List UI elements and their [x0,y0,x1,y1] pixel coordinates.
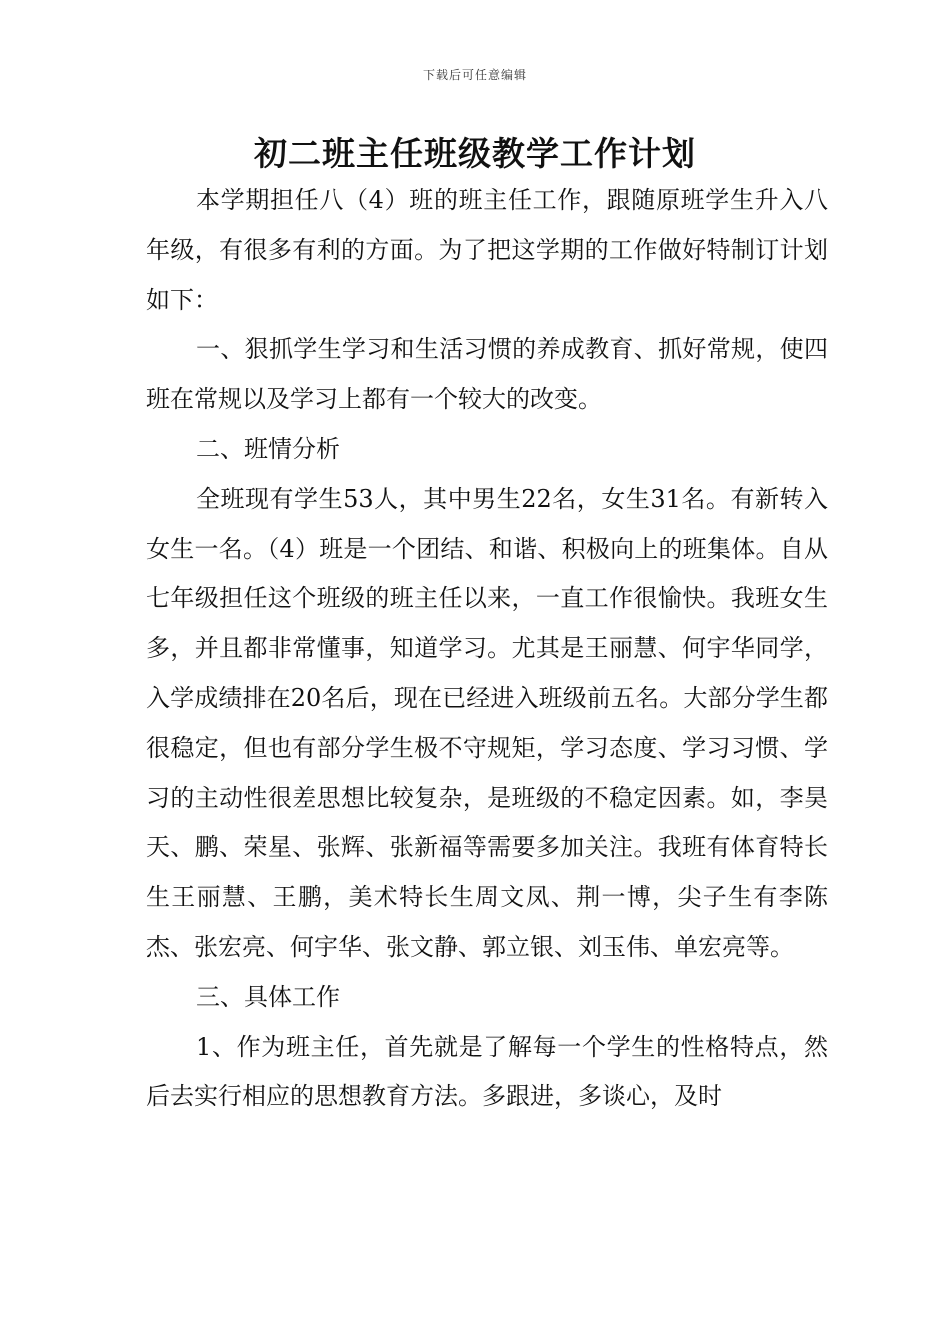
section-one-paragraph: 一、狠抓学生学习和生活习惯的养成教育、抓好常规，使四班在常规以及学习上都有一个较大的改变。 [146,335,828,414]
section-three-heading: 三、具体工作 [196,982,340,1011]
intro-paragraph: 本学期担任八（4）班的班主任工作，跟随原班学生升入八年级，有很多有利的方面。为了把这学期的工作做好特制订计划如下： [146,186,828,314]
work-item-one-paragraph: 1、作为班主任，首先就是了解每一个学生的性格特点，然后去实行相应的思想教育方法。多跟进，多谈心，及时 [146,1032,828,1111]
section-two-heading: 二、班情分析 [196,434,340,463]
document-body [146,176,828,1122]
class-analysis-paragraph: 全班现有学生53人，其中男生22名，女生31名。有新转入女生一名。（4）班是一个团结、和谐、积极向上的班集体。自从七年级担任这个班级的班主任以来，一直工作很愉快。我班女生多，并且都非常懂事，知道学习。尤其是王丽慧、何宇华同学，入学成绩排在20名后，现在已经进入班级前五名。大部分学生都很稳定，但也有部分学生极不守规矩，学习态度、学习习惯、学习的主动性很差思想比较复杂，是班级的不稳定因素。如，李昊天、鹏、荣星、张辉、张新福等需要多加关注。我班有体育特长生王丽慧、王鹏，美术特长生周文凤、荆一博，尖子生有李陈杰、张宏亮、何宇华、张文静、郭立银、刘玉伟、单宏亮等。 [146,484,828,961]
document-title: 初二班主任班级教学工作计划 [254,134,696,173]
header-note: 下载后可任意编辑 [422,68,527,82]
